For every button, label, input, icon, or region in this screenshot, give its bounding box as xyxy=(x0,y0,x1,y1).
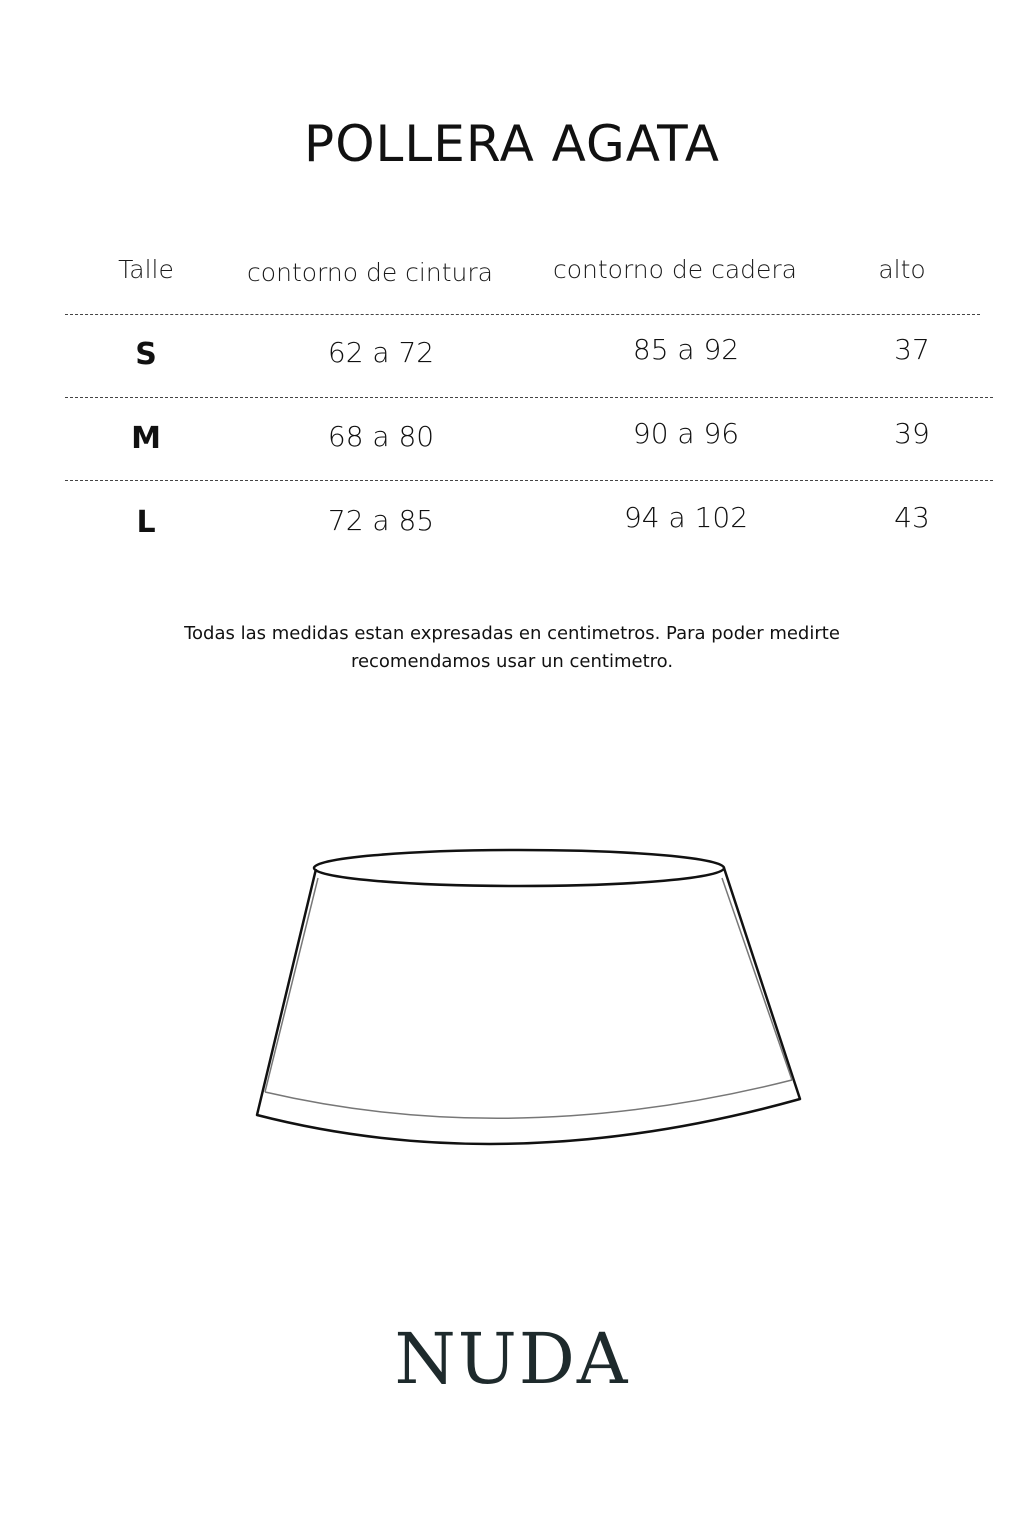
note-line-2: recomendamos usar un centimetro. xyxy=(350,651,674,672)
header-alto: alto xyxy=(878,255,926,284)
size-label: M xyxy=(131,421,161,456)
length-value: 37 xyxy=(894,333,930,366)
skirt-inner-hem xyxy=(265,1080,792,1118)
header-talle: Talle xyxy=(118,255,174,284)
waist-value: 62 a 72 xyxy=(327,336,435,369)
length-value: 43 xyxy=(894,501,930,534)
hip-value: 90 a 96 xyxy=(632,417,740,450)
note-line-1: Todas las medidas estan expresadas en centimetros. Para poder medirte xyxy=(184,623,840,644)
length-value: 39 xyxy=(894,417,930,450)
waist-value: 72 a 85 xyxy=(327,504,435,537)
skirt-inner-left xyxy=(265,878,318,1092)
page-title: POLLERA AGATA xyxy=(304,115,720,173)
hip-value: 94 a 102 xyxy=(623,501,749,534)
brand-logo: NUDA xyxy=(394,1318,630,1400)
skirt-waistband xyxy=(314,850,724,886)
skirt-outline xyxy=(257,868,800,1144)
hip-value: 85 a 92 xyxy=(632,333,740,366)
size-label: L xyxy=(136,505,156,540)
skirt-inner-right xyxy=(722,878,792,1080)
waist-value: 68 a 80 xyxy=(327,420,435,453)
header-cadera: contorno de cadera xyxy=(552,255,798,284)
header-cintura: contorno de cintura xyxy=(247,258,493,287)
size-label: S xyxy=(135,337,157,372)
